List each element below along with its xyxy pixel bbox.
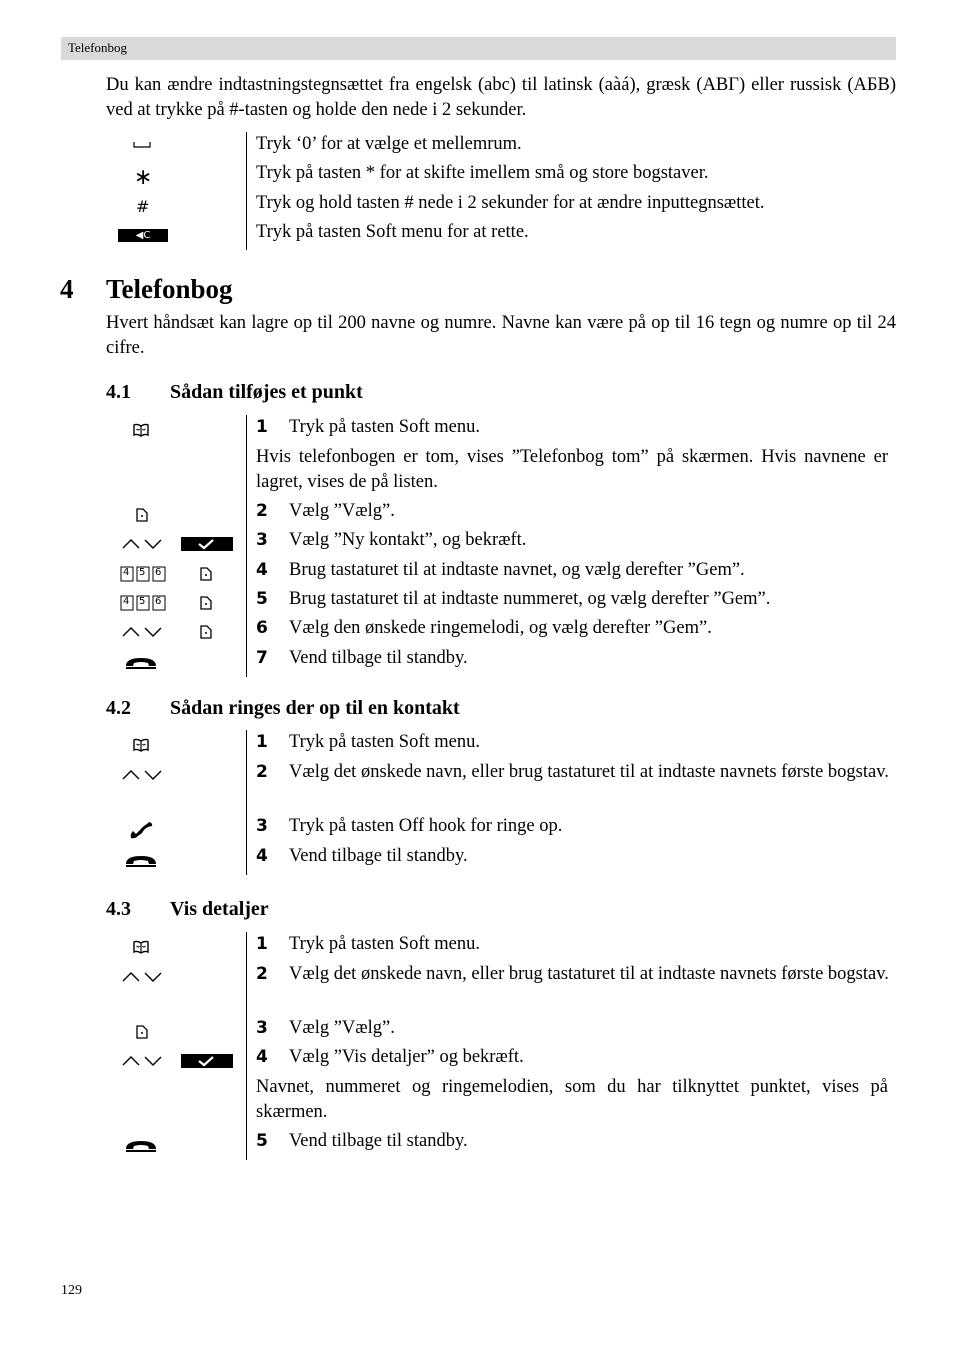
on-hook-icon: [124, 1137, 158, 1153]
chapter-title: Telefonbog: [106, 274, 233, 304]
key-row-text: Tryk ‘0’ for at vælge et mellemrum.: [256, 134, 522, 154]
step-note: Hvis telefonbogen er tom, vises ”Telefonbog tom” på skærmen. Hvis navnene er lagret, vises de på listen.: [256, 447, 888, 492]
table-divider: [246, 730, 247, 875]
table-divider: [246, 932, 247, 1160]
step-text: Vælg det ønskede navn, eller brug tastaturet til at indtaste navnets første bogstav.: [289, 762, 889, 782]
section-number: 4.1: [106, 381, 131, 403]
keypad-digit: 4: [123, 567, 130, 578]
step-text: Vend tilbage til standby.: [289, 846, 468, 866]
phonebook-icon: [133, 940, 149, 954]
step-number: 2: [256, 501, 268, 521]
soft-key-icon: [200, 625, 212, 639]
section-title: Sådan tilføjes et punkt: [170, 381, 363, 403]
section-heading-4-1: [106, 379, 363, 405]
navigation-up-down-icon: [121, 768, 163, 782]
step-text: Vælg det ønskede navn, eller brug tastaturet til at indtaste navnets første bogstav.: [289, 964, 889, 984]
section-title: Sådan ringes der op til en kontakt: [170, 697, 460, 719]
step-text: Vend tilbage til standby.: [289, 1131, 468, 1151]
step-number: 4: [256, 560, 268, 580]
soft-key-icon: [136, 1025, 148, 1039]
keypad-icon: [120, 595, 166, 611]
intro-paragraph: Du kan ændre indtastningstegnsættet fra engelsk (abc) til latinsk (aàá), græsk (ΑΒΓ) eller russisk (АБВ) ved at trykke på #-tasten og holde den nede i 2 sekunder.: [106, 75, 896, 120]
chapter-intro: Hvert håndsæt kan lagre op til 200 navne og numre. Navne kan være på op til 16 tegn og numre op til 24 cifre.: [106, 313, 896, 358]
navigation-up-down-icon: [121, 970, 163, 984]
keypad-digit: 6: [155, 567, 162, 578]
step-text: Tryk på tasten Soft menu.: [289, 732, 480, 752]
section-number: 4.3: [106, 898, 131, 920]
off-hook-icon: [128, 820, 154, 840]
confirm-check-icon: [181, 1054, 233, 1068]
step-number: 4: [256, 846, 268, 866]
section-heading-4-3: [106, 896, 269, 922]
step-text: Vælg ”Vis detaljer” og bekræft.: [289, 1047, 524, 1067]
step-note: Navnet, nummeret og ringemelodien, som du har tilknyttet punktet, vises på skærmen.: [256, 1077, 888, 1122]
step-text: Brug tastaturet til at indtaste nummeret, og vælg derefter ”Gem”.: [289, 589, 771, 609]
step-text: Tryk på tasten Soft menu.: [289, 417, 480, 437]
navigation-up-down-icon: [121, 537, 163, 551]
phonebook-icon: [133, 423, 149, 437]
space-key-icon: [132, 139, 152, 149]
navigation-up-down-icon: [121, 1054, 163, 1068]
chapter-heading: [60, 272, 233, 306]
step-text: Tryk på tasten Soft menu.: [289, 934, 480, 954]
step-text: Vælg ”Vælg”.: [289, 501, 395, 521]
soft-key-icon: [200, 596, 212, 610]
step-text: Brug tastaturet til at indtaste navnet, og vælg derefter ”Gem”.: [289, 560, 745, 580]
section-number: 4.2: [106, 697, 131, 719]
key-row-text: Tryk på tasten Soft menu for at rette.: [256, 222, 529, 242]
on-hook-icon: [124, 654, 158, 670]
section-heading-4-2: [106, 695, 460, 721]
step-number: 2: [256, 762, 268, 782]
page-number: 129: [61, 1283, 82, 1298]
clear-key-icon: ◀C: [118, 229, 168, 242]
step-text: Tryk på tasten Off hook for ringe op.: [289, 816, 563, 836]
step-number: 1: [256, 417, 268, 437]
keypad-icon: [120, 566, 166, 582]
hash-key-icon: #: [136, 197, 150, 216]
table-divider: [246, 415, 247, 677]
keypad-digit: 5: [139, 596, 146, 607]
table-divider: [246, 132, 247, 250]
chapter-number: 4: [60, 274, 74, 304]
navigation-up-down-icon: [121, 625, 163, 639]
step-number: 6: [256, 618, 268, 638]
step-number: 3: [256, 1018, 268, 1038]
key-row-text: Tryk på tasten * for at skifte imellem små og store bogstaver.: [256, 163, 709, 183]
key-row-text: Tryk og hold tasten # nede i 2 sekunder for at ændre inputtegnsættet.: [256, 193, 765, 213]
step-number: 3: [256, 530, 268, 550]
running-header: [61, 37, 896, 60]
step-number: 7: [256, 648, 268, 668]
star-key-icon: ∗: [134, 165, 153, 190]
step-number: 4: [256, 1047, 268, 1067]
soft-key-icon: [200, 567, 212, 581]
step-number: 1: [256, 732, 268, 752]
step-text: Vælg ”Ny kontakt”, og bekræft.: [289, 530, 527, 550]
step-number: 5: [256, 1131, 268, 1151]
keypad-digit: 5: [139, 567, 146, 578]
step-number: 3: [256, 816, 268, 836]
keypad-digit: 6: [155, 596, 162, 607]
step-text: Vend tilbage til standby.: [289, 648, 468, 668]
soft-key-icon: [136, 508, 148, 522]
confirm-check-icon: [181, 537, 233, 551]
step-number: 1: [256, 934, 268, 954]
on-hook-icon: [124, 852, 158, 868]
running-header-title: Telefonbog: [68, 40, 128, 55]
phonebook-icon: [133, 738, 149, 752]
keypad-digit: 4: [123, 596, 130, 607]
step-number: 2: [256, 964, 268, 984]
step-text: Vælg ”Vælg”.: [289, 1018, 395, 1038]
step-number: 5: [256, 589, 268, 609]
section-title: Vis detaljer: [170, 898, 269, 920]
step-text: Vælg den ønskede ringemelodi, og vælg derefter ”Gem”.: [289, 618, 712, 638]
